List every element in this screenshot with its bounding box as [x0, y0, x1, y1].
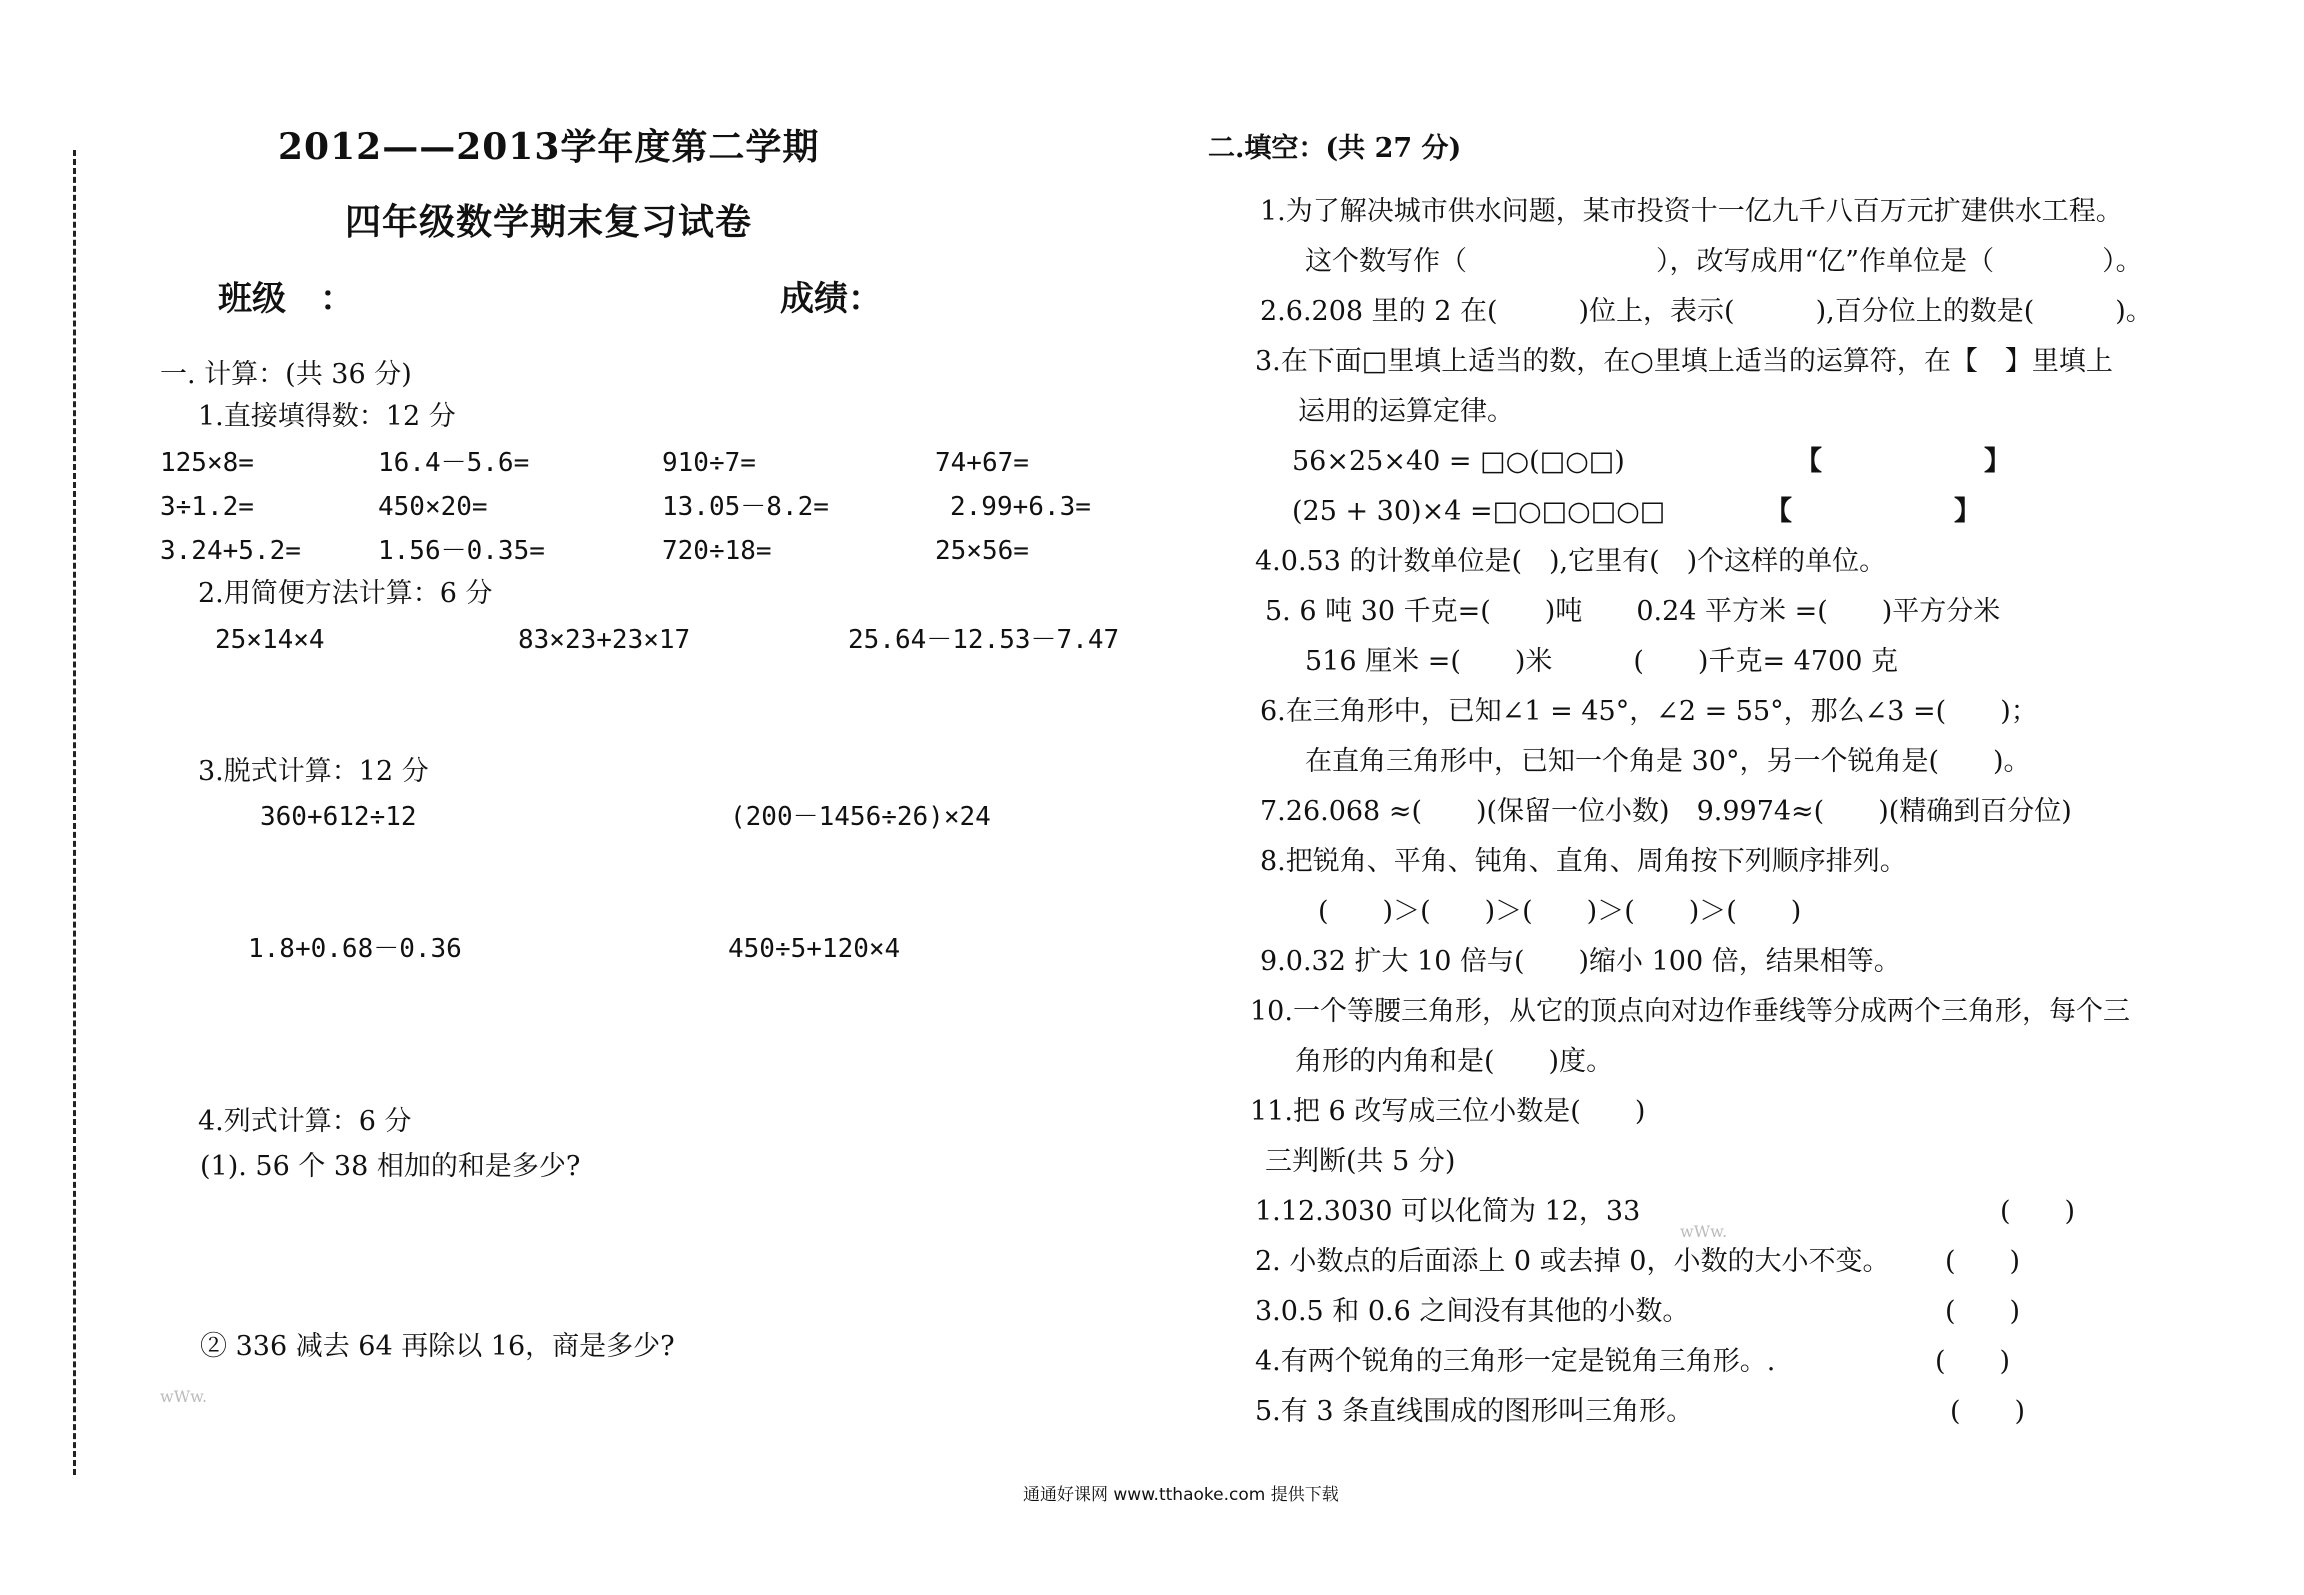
- word-problem-2: ② 336 减去 64 再除以 16，商是多少?: [200, 1331, 675, 1362]
- score-label: 成绩：: [780, 279, 882, 319]
- fill-3-line-1: 3.在下面□里填上适当的数，在○里填上适当的运算符，在【 】里填上: [1255, 346, 2113, 377]
- direct-calc: 125×8=: [160, 448, 254, 478]
- fill-3-expr-1: 56×25×40 = □○(□○□): [1292, 446, 1625, 477]
- fill-4: 4.0.53 的计数单位是( ),它里有( )个这样的单位。: [1255, 546, 1887, 577]
- section-1-heading: 一. 计算：(共 36 分): [160, 359, 412, 390]
- judge-5: 5.有 3 条直线围成的图形叫三角形。: [1255, 1396, 1694, 1427]
- stepwise-calc: 1.8+0.68－0.36: [248, 934, 462, 964]
- class-label: 班级 ：: [218, 279, 354, 319]
- fill-7: 7.26.068 ≈( )(保留一位小数) 9.9974≈( )(精确到百分位): [1260, 796, 2072, 827]
- fill-9: 9.0.32 扩大 10 倍与( )缩小 100 倍，结果相等。: [1260, 946, 1901, 977]
- direct-calc: 3.24+5.2=: [160, 536, 301, 566]
- judge-2-answer: ( ): [1945, 1246, 2021, 1277]
- title-line-2: 四年级数学期末复习试卷: [345, 201, 753, 243]
- binding-dashed-line: [73, 150, 76, 1475]
- fill-10-line-1: 10.一个等腰三角形，从它的顶点向对边作垂线等分成两个三角形，每个三: [1250, 996, 2130, 1027]
- section-3-heading: 三判断(共 5 分): [1265, 1146, 1456, 1177]
- section-2-heading: 二.填空：(共 27 分): [1208, 133, 1462, 164]
- direct-calc: 74+67=: [935, 448, 1029, 478]
- fill-10-line-2: 角形的内角和是( )度。: [1295, 1046, 1614, 1077]
- direct-calc: 450×20=: [378, 492, 488, 522]
- direct-calc: 13.05－8.2=: [662, 492, 829, 522]
- judge-1-answer: ( ): [2000, 1196, 2076, 1227]
- direct-calc: 25×56=: [935, 536, 1029, 566]
- fill-3-line-2: 运用的运算定律。: [1298, 396, 1514, 427]
- stepwise-calc: 360+612÷12: [260, 802, 417, 832]
- simple-calc: 83×23+23×17: [518, 625, 691, 655]
- word-problem-1: (1). 56 个 38 相加的和是多少?: [200, 1151, 581, 1182]
- fill-5-line-2: 516 厘米 =( )米 ( )千克= 4700 克: [1305, 646, 1898, 677]
- stepwise-calc: 450÷5+120×4: [728, 934, 901, 964]
- direct-calc: 1.56－0.35=: [378, 536, 545, 566]
- fill-5-line-1: 5. 6 吨 30 千克=( )吨 0.24 平方米 =( )平方分米: [1265, 596, 2001, 627]
- judge-3: 3.0.5 和 0.6 之间没有其他的小数。: [1255, 1296, 1690, 1327]
- q4-title: 4.列式计算：6 分: [198, 1106, 412, 1137]
- judge-4: 4.有两个锐角的三角形一定是锐角三角形。.: [1255, 1346, 1776, 1377]
- direct-calc: 910÷7=: [662, 448, 756, 478]
- simple-calc: 25×14×4: [215, 625, 325, 655]
- stepwise-calc: (200－1456÷26)×24: [730, 802, 991, 832]
- watermark-right: wWw.: [1680, 1222, 1728, 1241]
- direct-calc: 720÷18=: [662, 536, 772, 566]
- q2-title: 2.用简便方法计算：6 分: [198, 578, 493, 609]
- fill-8-line-1: 8.把锐角、平角、钝角、直角、周角按下列顺序排列。: [1260, 846, 1907, 877]
- fill-6-line-1: 6.在三角形中，已知∠1 = 45°，∠2 = 55°，那么∠3 =( )；: [1260, 696, 2038, 727]
- fill-3-bracket-2: 【 】: [1765, 496, 1981, 527]
- judge-4-answer: ( ): [1935, 1346, 2011, 1377]
- simple-calc: 25.64－12.53－7.47: [848, 625, 1120, 655]
- fill-6-line-2: 在直角三角形中，已知一个角是 30°，另一个锐角是( )。: [1305, 746, 2031, 777]
- q3-title: 3.脱式计算：12 分: [198, 756, 429, 787]
- judge-2: 2. 小数点的后面添上 0 或去掉 0，小数的大小不变。: [1255, 1246, 1890, 1277]
- fill-3-bracket-1: 【 】: [1795, 446, 2011, 477]
- fill-11: 11.把 6 改写成三位小数是( ): [1250, 1096, 1646, 1127]
- direct-calc: 3÷1.2=: [160, 492, 254, 522]
- q1-title: 1.直接填得数：12 分: [198, 401, 456, 432]
- watermark-left: wWw.: [160, 1387, 208, 1406]
- title-line-1: 2012——2013学年度第二学期: [278, 126, 820, 168]
- fill-2: 2.6.208 里的 2 在( )位上，表示( ),百分位上的数是( )。: [1260, 296, 2153, 327]
- fill-8-line-2: ( )＞( )＞( )＞( )＞( ): [1318, 896, 1802, 927]
- fill-1-line-1: 1.为了解决城市供水问题，某市投资十一亿九千八百万元扩建供水工程。: [1260, 196, 2123, 227]
- footer-credit: 通通好课网 www.tthaoke.com 提供下载: [1023, 1485, 1339, 1505]
- judge-5-answer: ( ): [1950, 1396, 2026, 1427]
- direct-calc: 16.4－5.6=: [378, 448, 530, 478]
- fill-3-expr-2: (25 + 30)×4 =□○□○□○□: [1292, 496, 1666, 527]
- judge-1: 1.12.3030 可以化简为 12，33: [1255, 1196, 1641, 1227]
- fill-1-line-2: 这个数写作（ ），改写成用“亿”作单位是（ ）。: [1305, 246, 2143, 277]
- direct-calc: 2.99+6.3=: [950, 492, 1091, 522]
- judge-3-answer: ( ): [1945, 1296, 2021, 1327]
